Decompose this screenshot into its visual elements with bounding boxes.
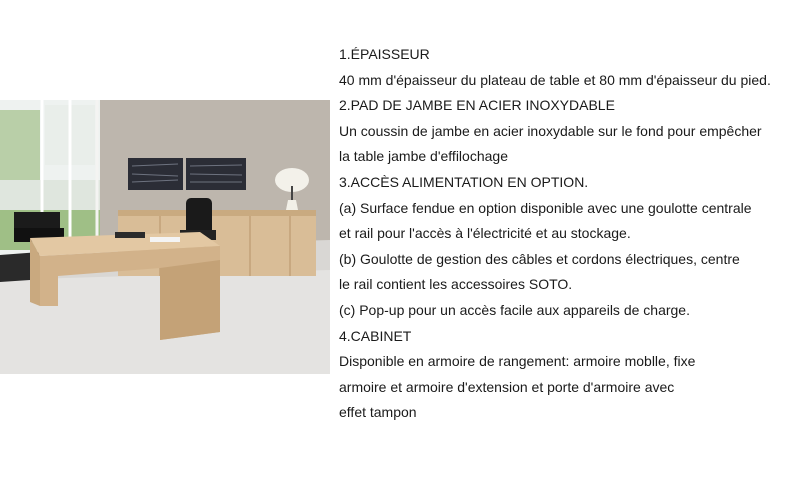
text-line: armoire et armoire d'extension et porte d'armoire avec bbox=[339, 378, 675, 395]
text-line: effet tampon bbox=[339, 404, 417, 421]
text-line: la table jambe d'effilochage bbox=[339, 148, 508, 165]
text-line: (c) Pop-up pour un accès facile aux appareils de charge. bbox=[339, 301, 690, 318]
heading-epaisseur: 1.ÉPAISSEUR bbox=[339, 46, 430, 62]
text-line: et rail pour l'accès à l'électricité et au stockage. bbox=[339, 225, 631, 242]
heading-pad-de-jambe: 2.PAD DE JAMBE EN ACIER INOXYDABLE bbox=[339, 97, 615, 114]
text-line: le rail contient les accessoires SOTO. bbox=[339, 276, 573, 293]
text-line: (a) Surface fendue en option disponible avec une goulotte centrale bbox=[339, 199, 752, 216]
text-line: (b) Goulotte de gestion des câbles et cordons électriques, centre bbox=[339, 250, 740, 267]
product-description bbox=[339, 42, 797, 426]
heading-acces-alimentation: 3.ACCÈS ALIMENTATION EN OPTION. bbox=[339, 173, 589, 190]
office-scene-illustration bbox=[0, 100, 330, 374]
text-line: 40 mm d'épaisseur du plateau de table et 80 mm d'épaisseur du pied. bbox=[339, 71, 771, 88]
text-line: Un coussin de jambe en acier inoxydable sur le fond pour empêcher bbox=[339, 122, 762, 139]
heading-cabinet: 4.CABINET bbox=[339, 327, 412, 344]
office-desk-photo bbox=[0, 100, 330, 374]
text-line: Disponible en armoire de rangement: armoire moblle, fixe bbox=[339, 353, 696, 370]
